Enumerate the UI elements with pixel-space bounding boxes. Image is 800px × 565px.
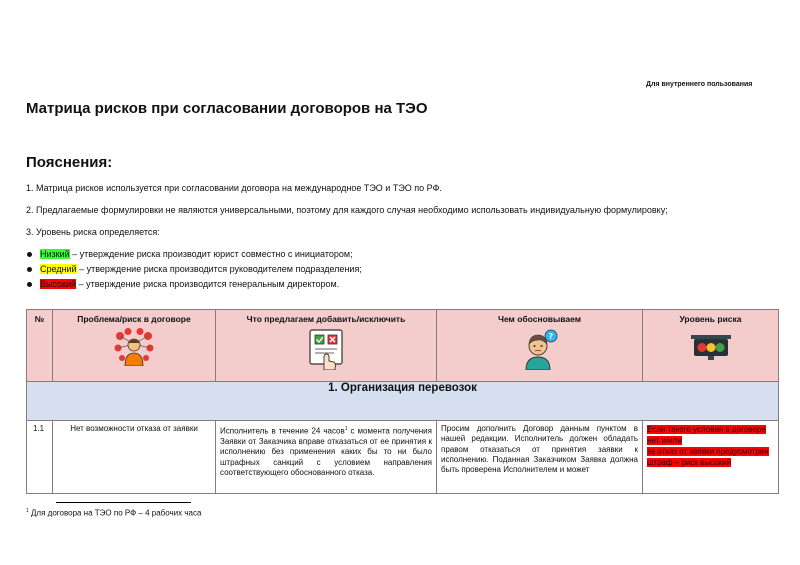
section-title: 1. Организация перевозок xyxy=(27,382,779,421)
header-level-label: Уровень риска xyxy=(679,314,742,324)
row-proposal-end: с момента получения Заявки от Заказчика вправе отказаться от ее принятия к исполнению без применения каких бы то ни было штрафных санкций с условием направления соответствующего обоснованного отказа. xyxy=(220,426,432,477)
row-justification: Просим дополнить Договор данным пунктом в нашей редакции. Исполнитель должен обладать правом отказаться от принятия заявки к исполнению. Поданная Заказчиком Заявка должна быть проверена Исполнителем и может xyxy=(437,421,643,494)
risk-line: за отказ от заявки предусмотрен xyxy=(647,447,769,456)
header-proposal xyxy=(216,310,437,382)
risk-level-high xyxy=(26,277,362,292)
risk-level-low xyxy=(26,247,362,262)
risk-level-label-medium: Средний xyxy=(40,264,77,274)
row-proposal xyxy=(216,421,437,494)
header-proposal-label: Что предлагаем добавить/исключить xyxy=(246,314,406,324)
footnote-text: Для договора на ТЭО по РФ – 4 рабочих часа xyxy=(28,508,202,518)
header-problem-label: Проблема/риск в договоре xyxy=(77,314,191,324)
header-num-label: № xyxy=(34,314,45,324)
footnote-ref: 1 xyxy=(344,426,348,432)
traffic-light-icon xyxy=(689,334,733,360)
thinking-person-icon xyxy=(520,328,560,370)
bullet-icon xyxy=(27,282,32,287)
footnote-number: 1 xyxy=(26,508,29,514)
risk-line: Если такого условия в договоре xyxy=(647,425,766,434)
risk-line: штраф – риск высокий xyxy=(647,458,732,467)
footnote-separator xyxy=(56,502,191,503)
row-num: 1.1 xyxy=(27,421,53,494)
header-justification xyxy=(437,310,643,382)
row-risk-level xyxy=(643,421,779,494)
risk-level-medium xyxy=(26,262,362,277)
note-2: 2. Предлагаемые формулировки не являются универсальными, поэтому для каждого случая необходимо использовать индивидуальную формулировку; xyxy=(26,205,668,215)
header-level xyxy=(643,310,779,382)
note-3: 3. Уровень риска определяется: xyxy=(26,227,160,237)
risk-level-text-low: – утверждение риска производит юрист совместно с инициатором; xyxy=(69,249,353,259)
risk-line: нет и/или xyxy=(647,436,682,445)
internal-use-label: Для внутреннего пользования xyxy=(646,81,753,88)
checklist-icon xyxy=(304,328,348,370)
bullet-icon xyxy=(27,267,32,272)
document-title: Матрица рисков при согласовании договоров на ТЭО xyxy=(26,100,428,117)
note-1: 1. Матрица рисков используется при согласовании договора на международное ТЭО и ТЭО по РФ. xyxy=(26,183,442,193)
people-network-icon xyxy=(113,328,155,366)
notes-heading: Пояснения: xyxy=(26,154,113,171)
risk-level-list xyxy=(26,247,362,292)
header-justification-label: Чем обосновываем xyxy=(497,314,582,324)
header-problem xyxy=(53,310,216,382)
footnote xyxy=(26,508,201,518)
risk-level-label-low: Низкий xyxy=(40,249,70,259)
bullet-icon xyxy=(27,252,32,257)
table-header-row xyxy=(27,310,779,382)
row-proposal-start: Исполнитель в течение 24 часов xyxy=(220,426,345,436)
header-num xyxy=(27,310,53,382)
svg-text:?: ? xyxy=(548,332,553,341)
risk-level-label-high: Высокий xyxy=(40,279,77,289)
row-problem: Нет возможности отказа от заявки xyxy=(53,421,216,494)
table-row xyxy=(27,421,779,494)
risk-level-text-high: – утверждение риска производится генеральным директором. xyxy=(76,279,340,289)
section-row xyxy=(27,382,779,421)
risk-level-text-medium: – утверждение риска производится руководителем подразделения; xyxy=(76,264,362,274)
risk-matrix-table xyxy=(26,309,779,494)
